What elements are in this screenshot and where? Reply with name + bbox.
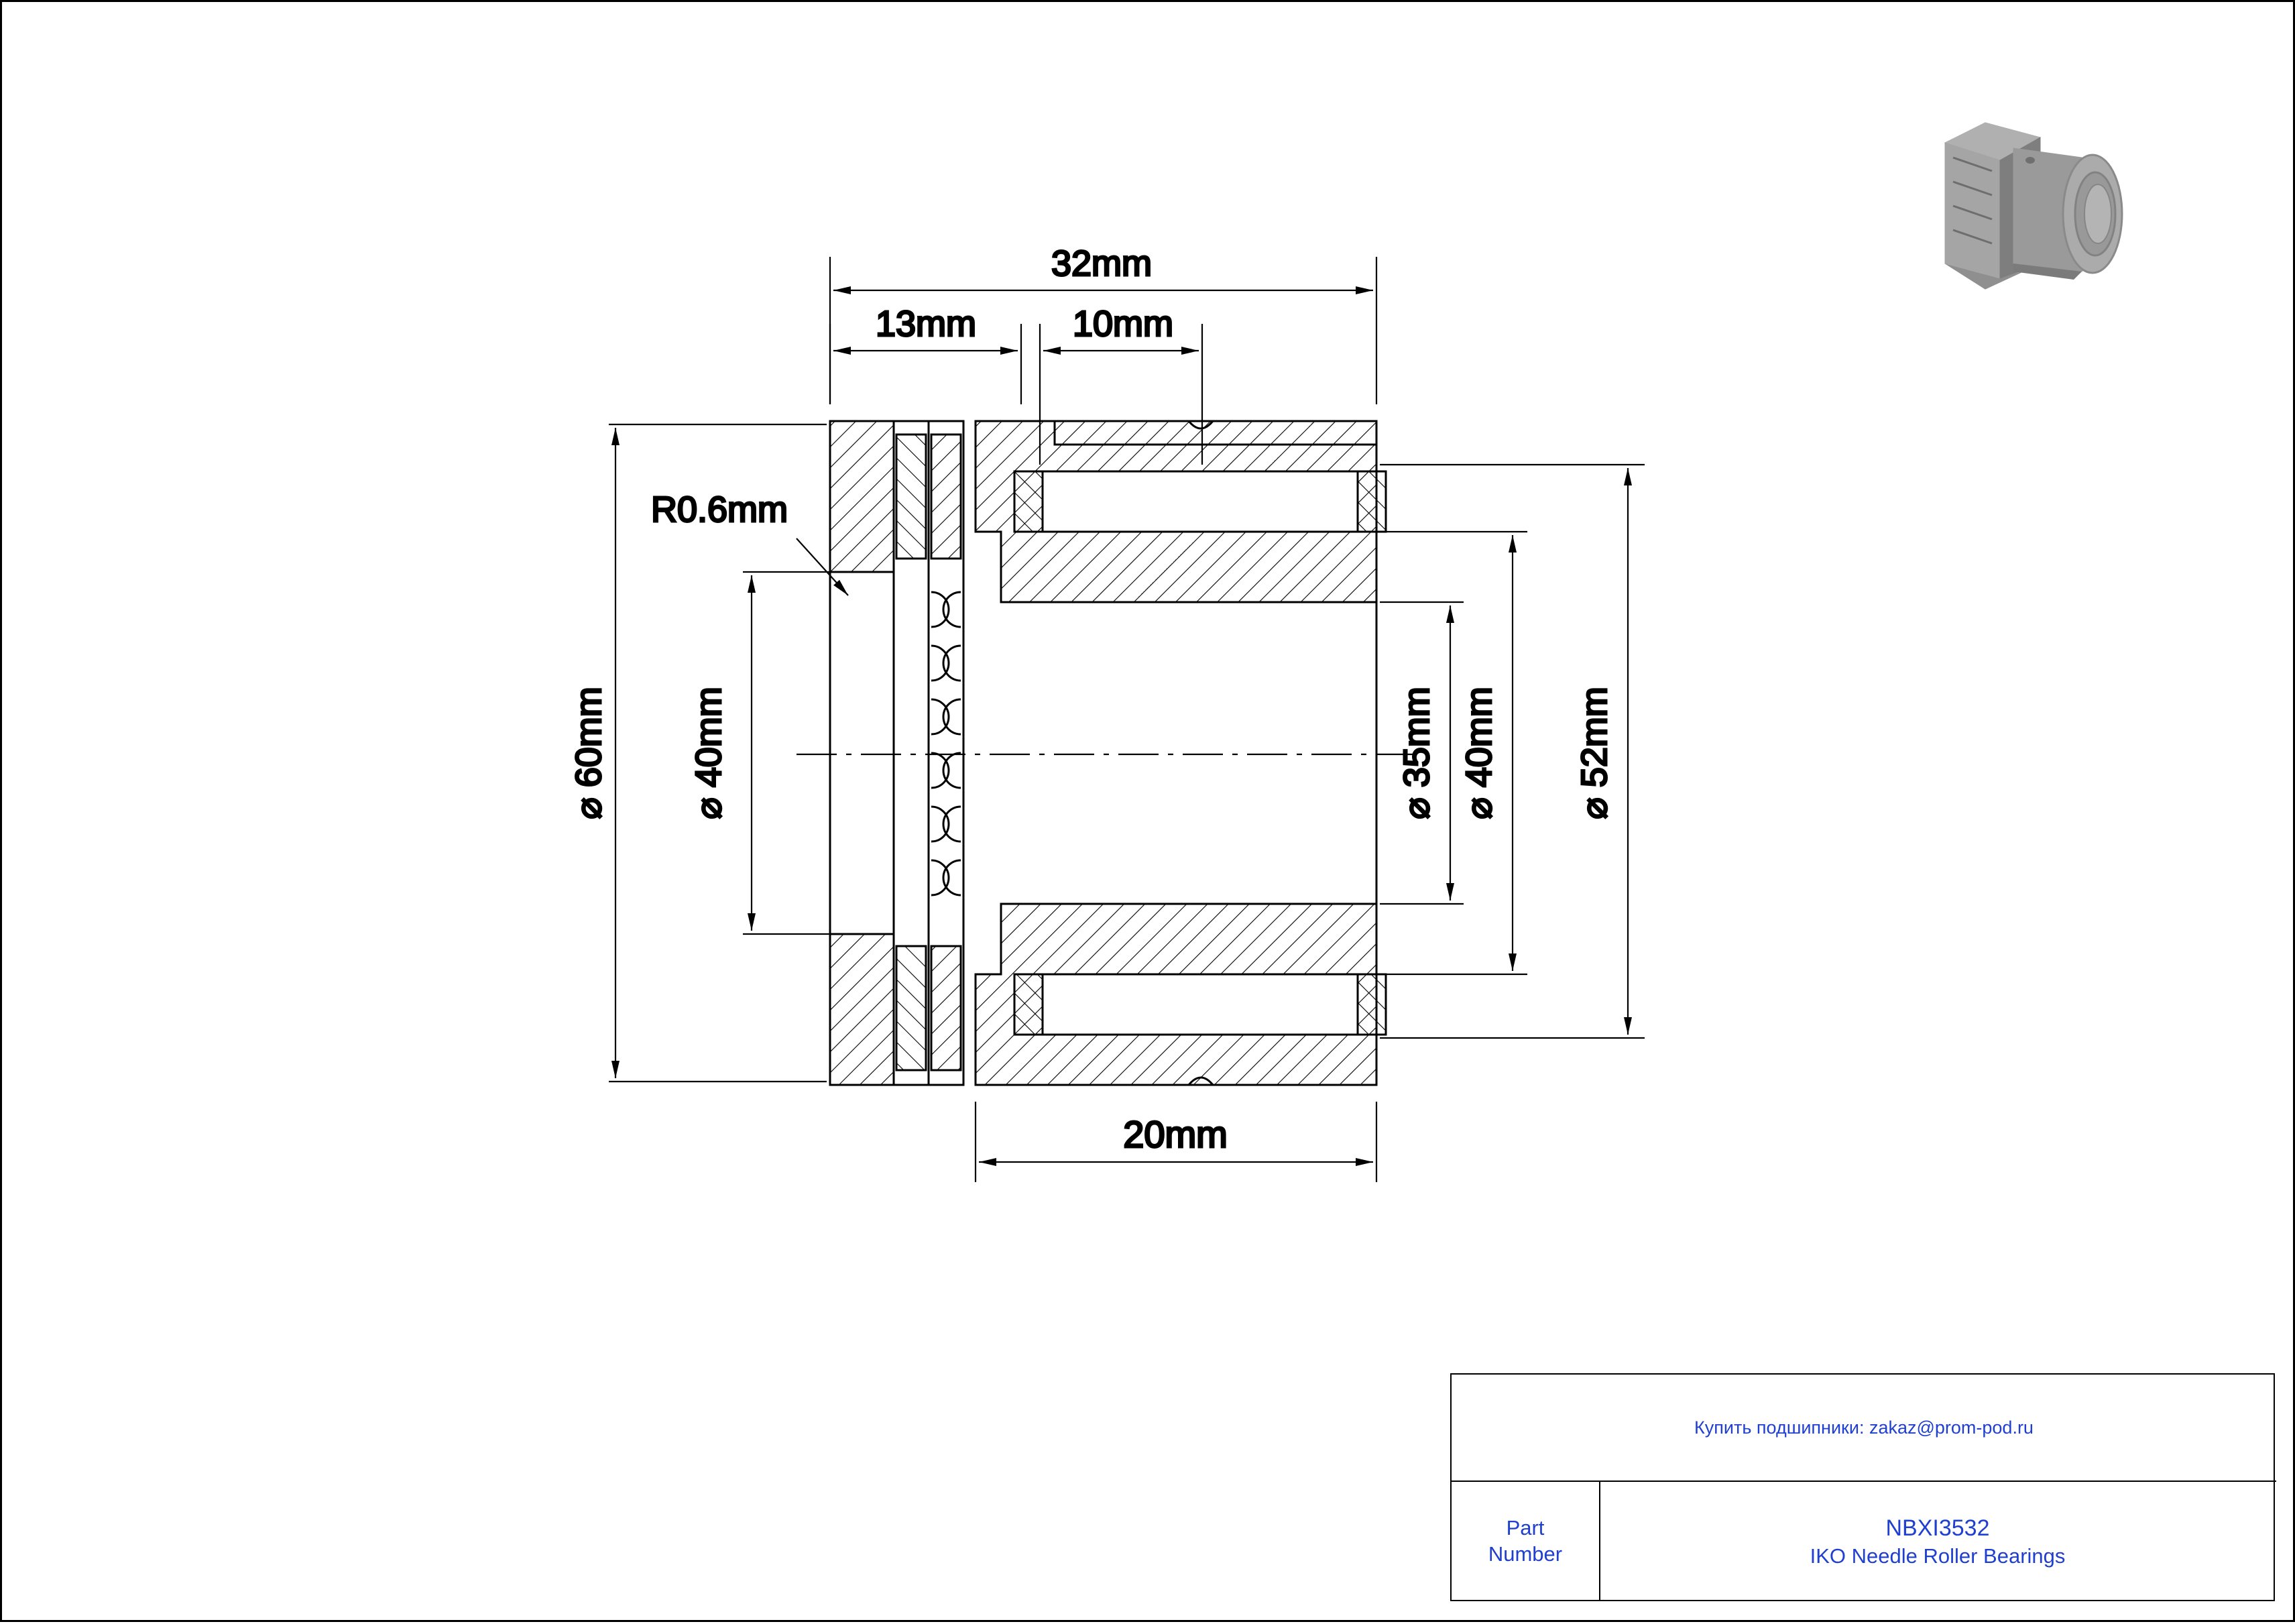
bearing-3d-preview (1906, 96, 2174, 364)
dim-label-dia40-right: ⌀ 40mm (1459, 687, 1499, 819)
dim-label-32mm: 32mm (1051, 243, 1153, 284)
dim-label-r06: R0.6mm (650, 489, 788, 530)
flange-plate (830, 421, 894, 1085)
part-number-label-cell (1452, 1482, 1600, 1601)
dim-dia40-left (743, 572, 833, 934)
dim-label-dia35: ⌀ 35mm (1397, 687, 1437, 819)
dim-label-dia52: ⌀ 52mm (1574, 687, 1614, 819)
part-label-line1: Part (1506, 1516, 1545, 1540)
part-description: IKO Needle Roller Bearings (1810, 1544, 2066, 1568)
title-block (1450, 1373, 2275, 1601)
outer-ring-body (976, 421, 1386, 1085)
dim-label-10mm: 10mm (1072, 304, 1174, 344)
dim-label-13mm: 13mm (875, 304, 977, 344)
part-number-value: NBXI3532 (1885, 1515, 1990, 1541)
title-block-email-row (1452, 1375, 2276, 1482)
dim-label-dia60: ⌀ 60mm (569, 687, 609, 819)
part-label-line2: Number (1488, 1542, 1563, 1566)
dim-label-dia40-left: ⌀ 40mm (689, 687, 729, 819)
thrust-washer-stack (894, 421, 963, 1085)
vendor-email-text: Купить подшипники: zakaz@prom-pod.ru (1694, 1417, 2034, 1438)
dim-label-20mm: 20mm (1123, 1113, 1228, 1155)
part-number-value-cell (1600, 1482, 2275, 1601)
